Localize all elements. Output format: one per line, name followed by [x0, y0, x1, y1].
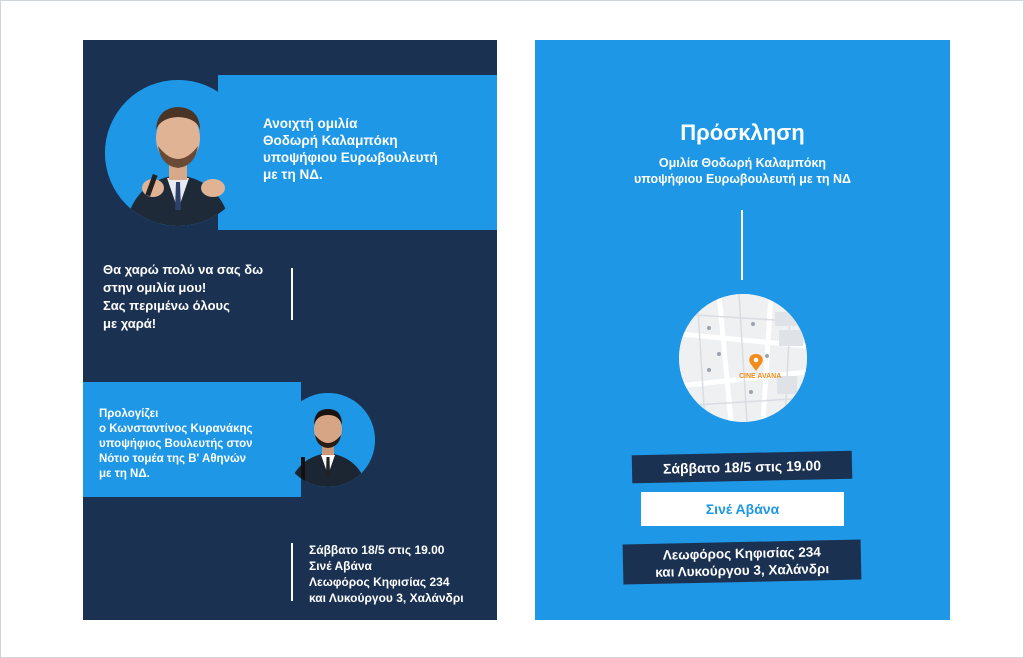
event-street: Λεωφόρος Κηφισίας 234: [309, 575, 450, 589]
message-line: Θα χαρώ πολύ να σας δω: [103, 262, 264, 277]
guest-portrait: [281, 393, 375, 487]
banner-line: Θοδωρή Καλαμπόκη: [263, 133, 398, 148]
intro-text: [99, 407, 299, 482]
divider-line: [291, 268, 293, 320]
divider-line: [741, 210, 743, 280]
map-venue-label: CINE AVANA: [739, 373, 782, 380]
intro-line: με τη ΝΔ.: [99, 468, 150, 480]
intro-box: [83, 382, 301, 497]
speaker-banner: [218, 75, 497, 230]
event-details: [309, 542, 494, 606]
invitation-subtitle: [595, 155, 890, 187]
divider-line: [291, 543, 293, 601]
venue-badge: Σινέ Αβάνα: [641, 492, 844, 526]
intro-line: Νότιο τομέα της Β' Αθηνών: [99, 453, 247, 465]
banner-line: υποψήφιου Ευρωβουλευτή: [263, 150, 438, 165]
message-line: στην ομιλία μου!: [103, 280, 207, 295]
intro-line: ο Κωνσταντίνος Κυρανάκης: [99, 423, 253, 435]
speaker-banner-text: [263, 115, 488, 183]
right-flyer: [535, 40, 950, 620]
speaker-portrait: [105, 80, 251, 226]
banner-line: Ανοιχτή ομιλία: [263, 116, 358, 131]
left-flyer: [83, 40, 497, 620]
banner-line: με τη ΝΔ.: [263, 167, 323, 182]
subtitle-line: Ομιλία Θοδωρή Καλαμπόκη: [658, 156, 827, 170]
message-line: με χαρά!: [103, 316, 157, 331]
venue-map[interactable]: [679, 294, 807, 422]
address-badge: [623, 540, 862, 585]
address-line: και Λυκούργου 3, Χαλάνδρι: [655, 561, 830, 580]
subtitle-line: υποψήφιου Ευρωβουλευτή με τη ΝΔ: [633, 172, 852, 186]
date-badge: Σάββατο 18/5 στις 19.00: [632, 451, 853, 484]
intro-line: υποψήφιος Βουλευτής στον: [99, 438, 253, 450]
invitation-title: Πρόσκληση: [680, 120, 805, 145]
intro-line: Προλογίζει: [99, 408, 159, 420]
welcome-message: [103, 261, 293, 333]
event-area: και Λυκούργου 3, Χαλάνδρι: [309, 591, 464, 605]
address-line: Λεωφόρος Κηφισίας 234: [662, 544, 821, 563]
event-date: Σάββατο 18/5 στις 19.00: [309, 543, 445, 557]
event-venue: Σινέ Αβάνα: [309, 559, 372, 573]
message-line: Σας περιμένω όλους: [103, 298, 230, 313]
